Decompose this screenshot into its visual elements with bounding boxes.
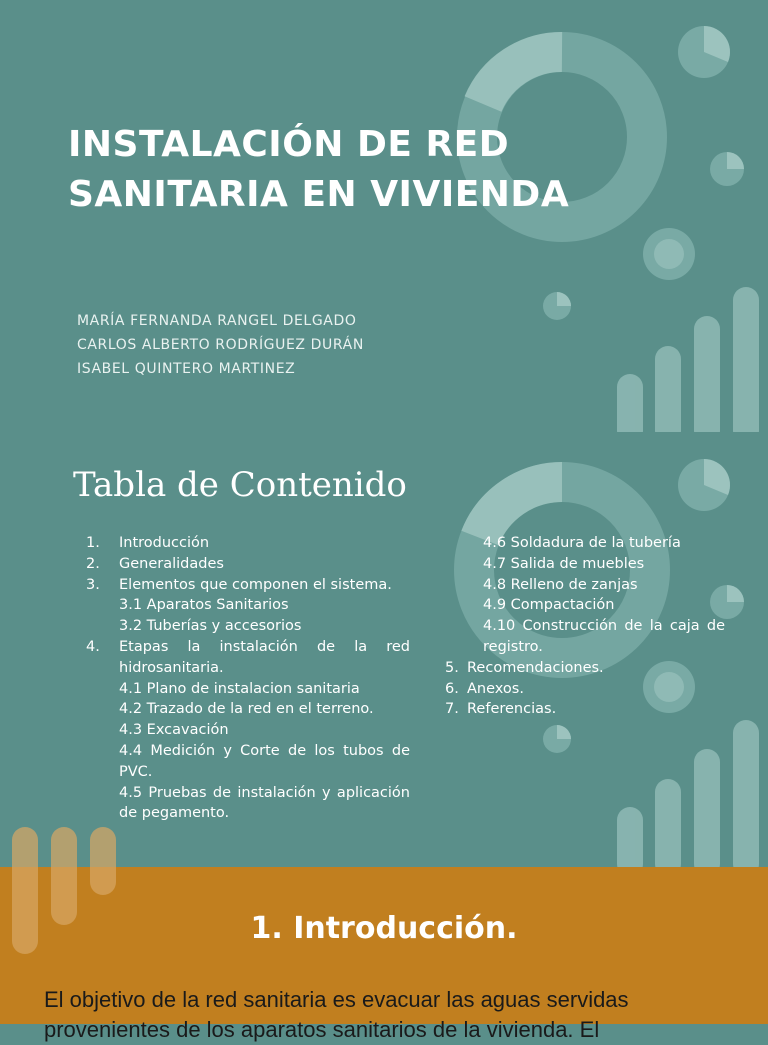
toc-subitem: 3.2 Tuberías y accesorios: [119, 618, 302, 635]
pie-icon: [678, 459, 730, 511]
bar-chart-icon: [617, 720, 759, 877]
author-name: CARLOS ALBERTO RODRÍGUEZ DURÁN: [77, 337, 364, 353]
pie-icon: [710, 152, 744, 186]
toc-item-number: 3.: [86, 576, 100, 593]
toc-item: [86, 575, 410, 596]
toc-subitem: 4.10 Construcción de la caja de registro.: [483, 618, 725, 655]
toc-item-text: Introducción: [119, 535, 210, 551]
toc-subitem: 4.7 Salida de muebles: [483, 555, 645, 572]
toc-item: [86, 554, 410, 575]
toc-subitem: 4.4 Medición y Corte de los tubos de PVC.: [119, 742, 410, 780]
author-name: MARÍA FERNANDA RANGEL DELGADO: [77, 313, 357, 329]
toc-item-text: Generalidades: [119, 555, 224, 572]
toc-subitem: 3.1 Aparatos Sanitarios: [119, 597, 289, 614]
toc-subitem: 4.1 Plano de instalacion sanitaria: [119, 680, 360, 697]
document-title: [68, 120, 569, 220]
toc-item-number: 2.: [86, 555, 100, 572]
title-line-2: SANITARIA EN VIVIENDA: [68, 174, 570, 215]
toc-slide: [0, 432, 768, 867]
intro-slide: [0, 867, 768, 1042]
toc-subitem: 4.6 Soldadura de la tubería: [483, 535, 681, 551]
intro-paragraph: [44, 985, 764, 1045]
toc-item-number: 4.: [86, 638, 100, 655]
pie-icon: [678, 26, 730, 78]
section-title: 1. Introducción.: [250, 911, 518, 946]
author-name: ISABEL QUINTERO MARTINEZ: [77, 361, 296, 377]
toc-subitem: 4.8 Relleno de zanjas: [483, 576, 638, 593]
toc-right-column: [445, 533, 725, 720]
toc-left-column: [86, 533, 410, 824]
pie-icon: [543, 725, 571, 753]
toc-subitem: 4.2 Trazado de la red en el terreno.: [119, 701, 374, 718]
toc-subitem: 4.9 Compactación: [483, 597, 615, 614]
toc-item-number: 7.: [445, 701, 459, 718]
toc-item-text: Anexos.: [467, 680, 524, 697]
toc-item-number: 5.: [445, 659, 459, 676]
toc-item-number: 6.: [445, 680, 459, 697]
title-line-1: INSTALACIÓN DE RED: [68, 124, 510, 165]
paragraph-line: El objetivo de la red sanitaria es evacuar las aguas servidas: [44, 987, 629, 1012]
cover-slide: [0, 0, 768, 432]
toc-subitem: 4.5 Pruebas de instalación y aplicación de pegamento.: [119, 784, 410, 822]
toc-item-text: Recomendaciones.: [467, 659, 604, 676]
toc-item: [445, 679, 725, 700]
toc-item-text: Etapas la instalación de la red hidrosanitaria.: [119, 638, 410, 676]
toc-item: [86, 637, 410, 679]
toc-item: [445, 658, 725, 679]
toc-item-text: Referencias.: [467, 701, 557, 718]
toc-subitem: 4.3 Excavación: [119, 722, 229, 739]
paragraph-line: provenientes de los aparatos sanitarios de la vivienda. El: [44, 1017, 600, 1042]
bar-chart-icon: [617, 287, 759, 444]
toc-item-text: Elementos que componen el sistema.: [119, 576, 392, 593]
toc-item: [86, 533, 410, 554]
pie-icon: [543, 292, 571, 320]
toc-item: [445, 699, 725, 720]
toc-title: Tabla de Contenido: [73, 465, 407, 505]
author-list: [77, 309, 364, 381]
toc-item-number: 1.: [86, 535, 100, 551]
ring-icon: [643, 228, 695, 280]
